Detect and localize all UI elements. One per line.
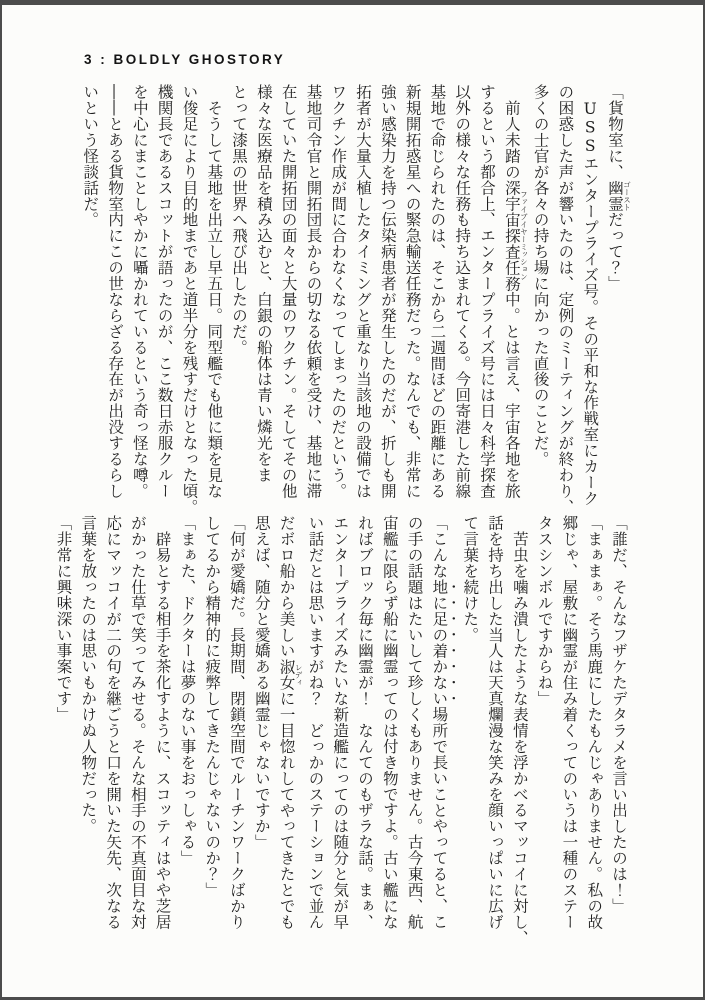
text-segment: 辟易とする相手を茶化すように、スコッティはやや芝居 [153, 515, 172, 930]
text-segment: 基地で命じられたのは、そこから二週間ほどの距離にある [428, 84, 447, 499]
text-segment: タスシンボルですからね」 [535, 515, 554, 707]
text-segment: い俊足により目的地まであと道半分を残すだけとなった頃。 [180, 84, 199, 515]
text-segment: 機関長であるスコットが語ったのが、ここ数日赤服クルー [155, 84, 174, 499]
text-segment: 「誰だ、そんなフザケたデタラメを言い出したのは！」 [610, 515, 628, 914]
text-segment: してるから精神的に疲弊してきたんじゃないのか？」 [203, 515, 222, 898]
text-line [457, 515, 482, 935]
text-block-bottom [51, 515, 631, 946]
text-segment: 地に足の着かない [430, 578, 449, 707]
text-segment: 多くの士官が各々の持ち場に向かった直後のことだ。 [531, 84, 550, 467]
text-segment: 「まぁまぁ。そう馬鹿にしたもんじゃありません。私の故 [585, 515, 604, 930]
text-line [175, 515, 200, 935]
text-line [352, 515, 377, 935]
text-line [152, 84, 177, 504]
text-line [400, 84, 425, 504]
text-segment: エンタープライズ号。その平和な作戦室にカーク [581, 155, 600, 507]
text-line [602, 84, 631, 504]
text-segment: 苦虫を噛み潰したような表情を浮かべるマッコイに対し、 [510, 515, 529, 946]
text-segment: 「何が愛嬌だ。長期間、閉鎖空間でルーチンワークばかり [228, 515, 247, 930]
text-line [377, 515, 402, 935]
text-segment: 拓者が大量入植したタイミングと重なり当該地の設備では [354, 84, 373, 499]
text-segment: 以外の様々な任務も持ち込まれてくる。今回寄港した前線 [453, 84, 472, 499]
text-line [425, 84, 450, 504]
ruby-annotated-text: 幽霊ゴースト [606, 179, 632, 212]
text-segment: 言葉を放ったのは思いもかけぬ人物だった。 [79, 515, 98, 834]
chapter-header: 3 : BOLDLY GHOSTORY [84, 52, 286, 67]
text-segment: 基地司令官と開拓団長からの切なる依頼を受け、基地に滞 [304, 84, 323, 499]
text-segment: 「まぁた、ドクターは夢のない事をおっしゃる」 [178, 515, 197, 866]
text-line [77, 84, 102, 504]
text-segment: 前人未踏の [502, 84, 521, 180]
text-line [301, 84, 326, 504]
text-line [375, 84, 400, 504]
text-segment: 「貨物室に、 [606, 84, 624, 180]
text-line [127, 84, 152, 504]
text-segment: いという怪談話だ。 [81, 84, 100, 228]
text-segment: 強い感染力を持つ伝染病患者が発生したのだが、折しも開 [378, 84, 397, 499]
text-line [125, 515, 150, 935]
text-segment: 「非常に興味深い事案です」 [54, 515, 73, 723]
text-segment: ワクチン作成が間に合わなくなってしまったのだという。 [329, 84, 348, 499]
text-segment: 応にマッコイが二の句を継ごうと口を開いた矢先、次なる [104, 515, 123, 930]
text-line [303, 515, 328, 935]
text-line [532, 515, 557, 935]
text-line [606, 515, 631, 935]
text-segment [581, 84, 599, 100]
text-segment: 話を持ち出した当人は天真爛漫な笑みを顔いっぱいに広げ [486, 515, 505, 930]
text-line [507, 515, 532, 946]
text-segment: 在していた開拓団の面々と大量のワクチン。そしてその他 [279, 84, 298, 499]
text-line [449, 84, 474, 504]
text-segment: USS [581, 99, 600, 156]
text-line [251, 84, 276, 504]
text-line [553, 84, 578, 515]
text-segment: ればブロック毎に幽霊が！ なんてのもザラな話。まぁ、 [356, 515, 375, 930]
text-segment: 宙艦に限らず船に幽霊ってのは付き物ですよ。古い艦にな [380, 515, 399, 930]
text-line [474, 84, 499, 504]
text-line [75, 515, 100, 935]
text-segment: 思えば、随分と愛嬌ある幽霊じゃないですか」 [252, 515, 271, 850]
text-line [350, 84, 375, 504]
text-line [274, 515, 303, 935]
text-line [276, 84, 301, 504]
text-line [427, 515, 458, 935]
text-segment: 郷じゃ、屋敷に幽霊が住み着くってのいうは一種のステー [560, 515, 579, 930]
text-segment: だボロ船から美しい [277, 515, 296, 659]
text-line [249, 515, 274, 935]
text-line [482, 515, 507, 935]
text-segment: 場所で長いことやってると、こ [430, 706, 449, 930]
text-line [327, 515, 352, 935]
text-segment: に一目惚れしてやってきたとでも [277, 690, 296, 930]
text-line [528, 84, 553, 504]
text-line [199, 515, 224, 935]
text-block-top [77, 84, 632, 515]
text-segment: 様々な医療品を積み込むと、白銀の船体は青い燐光をま [254, 84, 273, 483]
text-segment: を中心にまことしやかに囁かれているという奇っ怪な噂。 [130, 84, 149, 499]
text-line [51, 515, 76, 935]
ruby-annotated-text: 淑女レディ [277, 658, 304, 691]
text-segment: だって？」 [606, 211, 624, 292]
text-segment: 中。とは言え、宇宙各地を旅 [502, 291, 521, 499]
text-segment: とって漆黒の世界へ飛び出したのだ。 [230, 84, 249, 356]
text-line [226, 84, 251, 504]
text-segment: そうして基地を出立し早五日。同型艦でも他に類を見な [205, 84, 224, 499]
text-segment: 新規開拓惑星への緊急輸送任務だった。なんでも、非常に [403, 84, 422, 499]
text-line [150, 515, 175, 935]
text-segment: の手の話題はたいして珍しくもありません。古今東西、航 [405, 515, 424, 930]
text-segment: 「こんな [430, 515, 449, 579]
text-line [100, 515, 125, 935]
text-line [581, 515, 606, 935]
text-line [102, 84, 127, 504]
text-line [201, 84, 226, 504]
text-segment: い話だとは思いますがね？ どっかのステーションで並ん [306, 515, 325, 930]
text-segment: ――とある貨物室内にこの世ならざる存在が出没するらし [106, 84, 125, 499]
text-segment: て言葉を続けた。 [461, 515, 480, 643]
body-text-area [51, 84, 632, 946]
text-line [224, 515, 249, 935]
text-line [577, 84, 602, 507]
ruby-annotated-text: 深宇宙探査任務ファイブイヤーミッション [502, 179, 529, 292]
text-line [177, 84, 202, 515]
text-line [402, 515, 427, 935]
text-line [557, 515, 582, 935]
text-segment: エンタープライズみたいな新造艦にってのは随分と気が早 [331, 515, 350, 930]
text-segment: がかった仕草で笑ってみせる。そんな相手の不真面目な対 [128, 515, 147, 930]
text-segment: の困惑した声が響いたのは、定例のミーティングが終わり、 [556, 84, 575, 515]
text-segment: するという都合上、エンタープライズ号には日々科学探査 [478, 84, 497, 499]
text-line [325, 84, 350, 504]
text-line [499, 84, 528, 504]
